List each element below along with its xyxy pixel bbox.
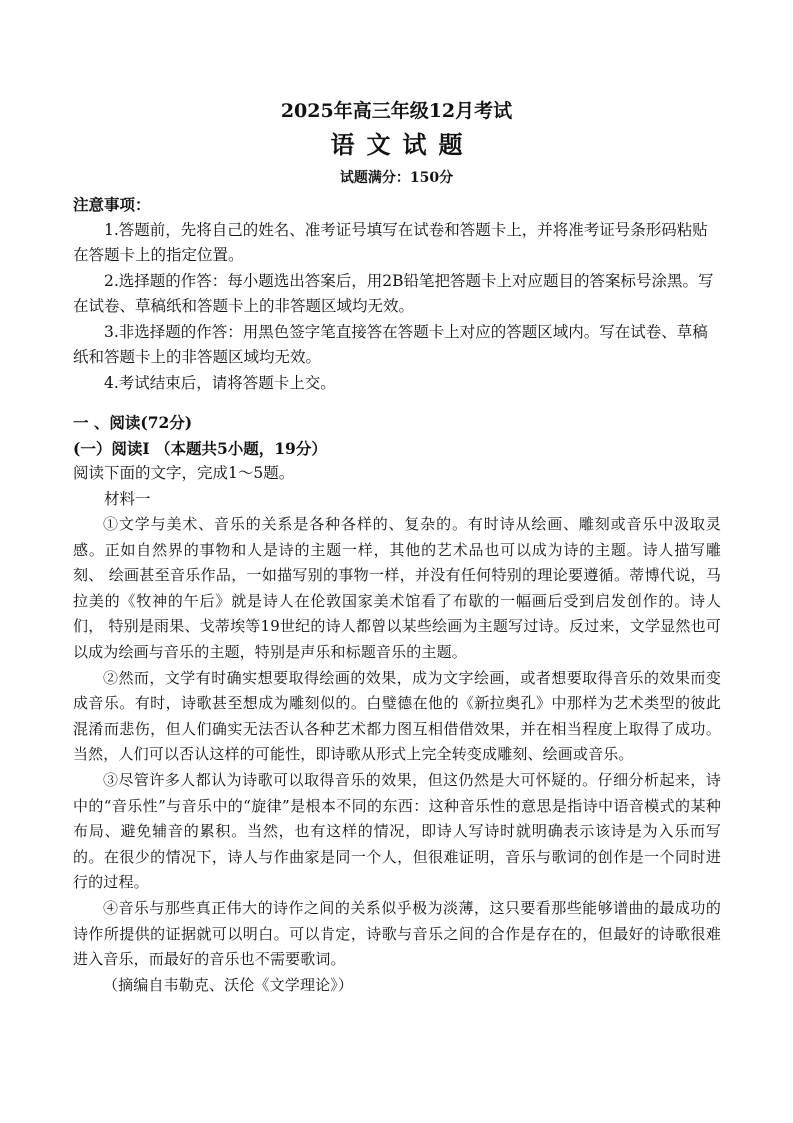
subsection-heading: (一）阅读I （本题共5小题，19分） bbox=[73, 438, 327, 458]
passage-paragraph-1: ①文学与美术、音乐的关系是各种各样的、复杂的。有时诗从绘画、雕刻或音乐中汲取灵感。正如自然界的事物和人是诗的主题一样，其他的艺术品也可以成为诗的主题。诗人描写雕刻、 绘画甚至音乐作品，一如描写别的事物一样，并没有任何特别的理论要遵循。蒂博代说，马拉美的《牧神的午后》就是诗人在伦敦国家美术馆看了布歇的一幅画后受到启发创作的。诗人们， 特别是雨果、戈蒂埃等19世纪的诗人都曾以某些绘画为主题写过诗。反过来，文学显然也可以成为绘画与音乐的主题，特别是声乐和标题音乐的主题。 bbox=[73, 515, 721, 661]
passage-paragraph-3: ③尽管许多人都认为诗歌可以取得音乐的效果，但这仍然是大可怀疑的。仔细分析起来，诗中的“音乐性”与音乐中的“旋律”是根本不同的东西：这种音乐性的意思是指诗中语音模式的某种布局、避免辅音的累积。当然，也有这样的情况，即诗人写诗时就明确表示该诗是为入乐而写的。在很少的情况下，诗人与作曲家是同一个人，但很难证明，音乐与歌词的创作是一个同时进行的过程。 bbox=[73, 770, 721, 892]
section-heading: 一 、阅读(72分) bbox=[73, 413, 193, 432]
notice-heading: 注意事项： bbox=[73, 195, 151, 214]
subject-title: 语文试题 bbox=[330, 130, 475, 159]
passage-source: （摘编自韦勒克、沃伦《文学理论》） bbox=[103, 975, 354, 994]
exam-title: 2025年高三年级12月考试 bbox=[280, 100, 513, 122]
notice-item-4: 4.考试结束后，请将答题卡上交。 bbox=[104, 373, 336, 392]
instruction: 阅读下面的文字，完成1～5题。 bbox=[73, 464, 295, 482]
passage-paragraph-2: ②然而，文学有时确实想要取得绘画的效果，成为文字绘画，或者想要取得音乐的效果而变成音乐。有时，诗歌甚至想成为雕刻似的。白璧德在他的《新拉奥孔》中那样为艺术类型的彼此混淆而悲伤，但人们确实无法否认各种艺术都力图互相借借效果，并在相当程度上取得了成功。当然，人们可以否认这样的可能性，即诗歌从形式上完全转变成雕刻、绘画或音乐。 bbox=[73, 668, 721, 764]
notice-item-1: 1.答题前，先将自己的姓名、准考证号填写在试卷和答题卡上，并将准考证号条形码粘贴在答题卡上的指定位置。 bbox=[73, 220, 708, 264]
reading-passage bbox=[73, 512, 721, 998]
notice-item-3: 3.非选择题的作答：用黑色签字笔直接答在答题卡上对应的答题区域内。写在试卷、草稿纸和答题卡上的非答题区域均无效。 bbox=[73, 322, 708, 366]
notice-item-2: 2.选择题的作答：每小题选出答案后，用2B铅笔把答题卡上对应题目的答案标号涂黑。写在试卷、草稿纸和答题卡上的非答题区域均无效。 bbox=[73, 271, 714, 315]
full-score: 试题满分：150分 bbox=[339, 170, 454, 186]
passage-paragraph-4: ④音乐与那些真正伟大的诗作之间的关系似乎极为淡薄，这只要看那些能够谱曲的最成功的诗作所提供的证据就可以明白。可以肯定，诗歌与音乐之间的合作是存在的，但最好的诗歌很难进入音乐，而最好的音乐也不需要歌词。 bbox=[73, 898, 721, 969]
material-label: 材料一 bbox=[104, 489, 151, 508]
notice-block bbox=[73, 192, 721, 512]
